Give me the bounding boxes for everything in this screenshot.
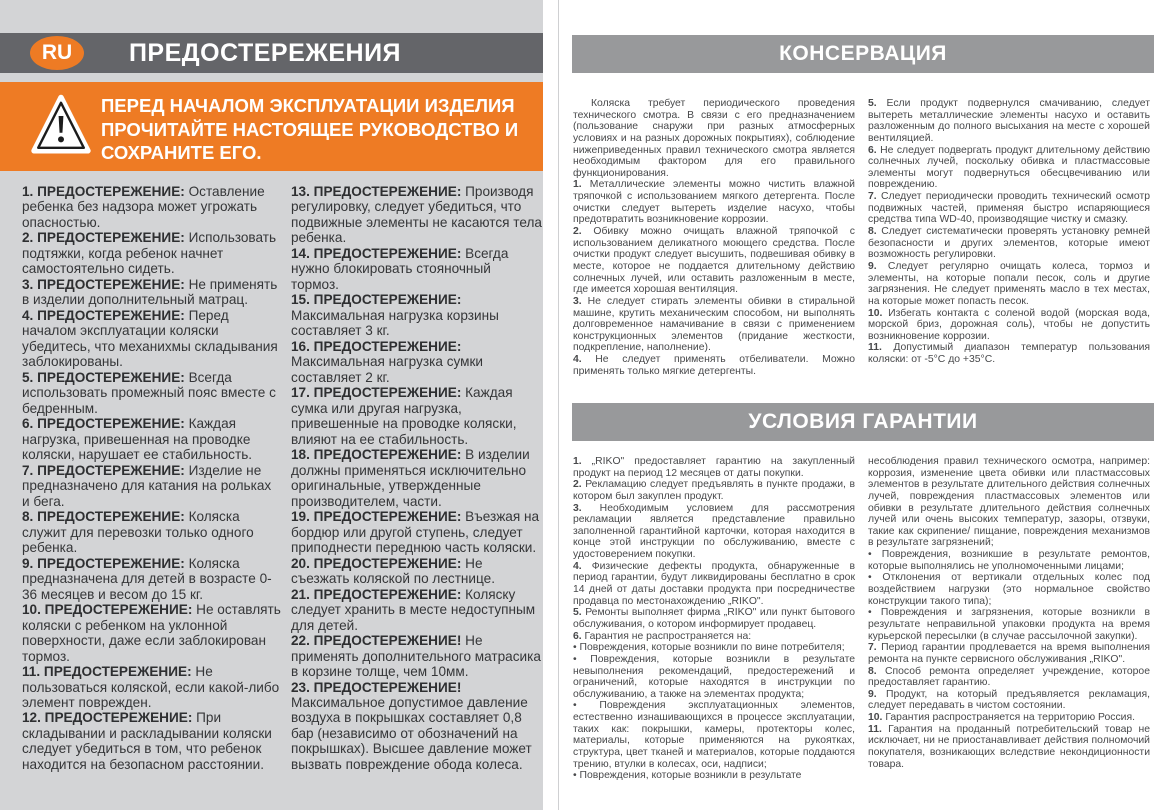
warnings-title: ПРЕДОСТЕРЕЖЕНИЯ [128,39,402,67]
paragraph: 9. ПРЕДОСТЕРЕЖЕНИЕ: Коляска предназначена для детей в возрасте 0-36 месяцев и весом до 15 кг. [22,555,272,602]
paragraph: 8. Способ ремонта определяет учреждение, которое предоставляет гарантию. [868,665,1150,689]
paragraph: 2. Обивку можно очищать влажной тряпочкой с использованием деликатного моющего средства. После очистки продукт следует высушить, подвешивая обивку в месте, которое не поддается длительному действию солнечных лучей, или оставить разложенным в месте, где имеется хорошая вентиляция. [573,226,855,296]
warnings-column-2 [291,184,542,772]
read-manual-banner [0,82,543,171]
paragraph: 6. Не следует подвергать продукт длительному действию солнечных лучей, поскольку обивка и пластмассовые элементы могут подвернуться обесцвечиванию или повреждению. [868,144,1150,191]
vertical-divider [558,0,559,810]
paragraph: 13. ПРЕДОСТЕРЕЖЕНИЕ: Производя регулировку, следует убедиться, что подвижные элементы не касаются тела ребенка. [291,184,542,246]
paragraph: 7. Следует периодически проводить технический осмотр подвижных частей, применяя быстро испаряющиеся средства типа WD-40, производящие чистку и смазку. [868,191,1150,226]
paragraph: 5. ПРЕДОСТЕРЕЖЕНИЕ: Всегда использовать промежный пояс вместе с бедренным. [22,369,276,416]
paragraph: 6. Гарантия не распространяется на: [573,630,752,642]
maintenance-header-bar: КОНСЕРВАЦИЯ [572,35,1154,73]
paragraph: • Повреждения, которые возникли в результате [573,770,802,782]
paragraph: 8. Следует систематически проверять установку ремней безопасности и других элементов, которые имеют возможность регулировки. [868,226,1150,261]
paragraph: 11. Допустимый диапазон температур пользования коляски: от -5°C до +35°C. [868,342,1150,366]
paragraph: 20. ПРЕДОСТЕРЕЖЕНИЕ: Не съезжать коляской по лестнице. [291,555,495,587]
warning-triangle-icon [31,91,91,159]
warranty-header-bar: УСЛОВИЯ ГАРАНТИИ [572,403,1154,441]
paragraph: 2. Рекламацию следует предъявлять в пункте продажи, в котором был закуплен продукт. [573,479,855,502]
paragraph: • Повреждения, которые возникли по вине потребителя; [573,642,845,654]
paragraph: 4. Не следует применять отбеливатели. Можно применять только мягкие детергенты. [573,354,855,377]
paragraph: 9. Продукт, на который предъявляется рекламация, следует передавать в чистом состоянии. [868,688,1150,712]
paragraph: • Повреждения и загрязнения, которые возникли в результате неправильной упаковки продукта на время курьерской пересылки (в случае рассылочной закупки). [868,607,1150,642]
paragraph: • Отклонения от вертикали отдельных колес под воздействием нагрузки (это нормальное свойство конструкции такого типа); [868,572,1150,607]
paragraph: • Повреждения, возникшие в результате ремонтов, которые выполнялись не уполномоченными лицами; [868,549,1150,572]
warnings-column-1 [22,184,281,772]
paragraph: 17. ПРЕДОСТЕРЕЖЕНИЕ: Каждая сумка или другая нагрузка, привешенные на проводке коляски, влияют на ее стабильность. [291,385,517,447]
paragraph: 10. Гарантия распространяется на территорию Россия. [868,712,1135,724]
paragraph: 10. Избегать контакта с соленой водой (морская вода, морской бриз, дорожная соль), чтобы не допустить возникновение коррозии. [868,307,1150,342]
warranty-column-1 [573,456,855,782]
paragraph: 5. Если продукт подвернулся смачиванию, следует вытереть металлические элементы насухо и оставить разложенным до полного высыхания на месте с хорошей вентиляцией. [868,98,1150,144]
paragraph: 6. ПРЕДОСТЕРЕЖЕНИЕ: Каждая нагрузка, привешенная на проводке коляски, нарушает ее стабильность. [22,416,253,463]
warranty-column-2 [868,456,1150,770]
paragraph: 18. ПРЕДОСТЕРЕЖЕНИЕ: В изделии должны применяться исключительно оригинальные, утвержденные производителем, части. [291,447,530,509]
language-badge: RU [30,36,84,70]
paragraph: • Повреждения эксплуатационных элементов, естественно изнашивающихся в процессе эксплуатации, таких как: покрышки, камеры, протекторы колес, материалы, которые применяются на рукоятках, структура, цвет тканей и материалов, которые поддаются трению, втулки в колесах, оси, надписи; [573,700,855,770]
paragraph: 14. ПРЕДОСТЕРЕЖЕНИЕ: Всегда нужно блокировать стояночный тормоз. [291,245,509,292]
paragraph: 3. Не следует стирать элементы обивки в стиральной машине, крутить механическим способом, ни выполнять долговременное намачивание в связи с применением конструкционных элементов (придание жесткости, подкрепление, наполнение). [573,295,855,354]
maintenance-column-1 [573,98,855,377]
paragraph: • Повреждения, которые возникли в результате невыполнения рекомендаций, предостережений и ограничений, которые находятся в инструкции по обслуживанию, а также на элементах продукта; [573,653,855,700]
paragraph: 9. Следует регулярно очищать колеса, тормоз и элементы, на которые попали песок, соль и другие загрязнения. Не следует применять масло в тех местах, на которые может попасть песок. [868,260,1150,307]
paragraph: 23. ПРЕДОСТЕРЕЖЕНИЕ! Максимальное допустимое давление воздуха в покрышках составляет 0,8 бар (независимо от обозначений на покрышках). Высшее давление может вызвать повреждение обода колеса. [291,679,532,772]
paragraph: 11. ПРЕДОСТЕРЕЖЕНИЕ: Не пользоваться коляской, если какой-либо элемент поврежден. [22,664,280,710]
paragraph: 22. ПРЕДОСТЕРЕЖЕНИЕ! Не применять дополнительного матрасика в корзине толще, чем 10мм. [291,633,541,680]
paragraph: 3. ПРЕДОСТЕРЕЖЕНИЕ: Не применять в изделии дополнительный матрац. [22,276,278,308]
paragraph: 7. Период гарантии продлевается на время выполнения ремонта на пункте сервисного обслуживания „RIKO". [868,642,1150,665]
paragraph: Коляска требует периодического проведения технического смотра. В связи с его предназначением (пользование снаружи при разных атмосферных условиях и на разных дорожных покрытиях), соблюдение нижеприведенных правил технического смотра является необходимым фактором для его правильного функционирования. [573,98,855,179]
paragraph: 7. ПРЕДОСТЕРЕЖЕНИЕ: Изделие не предназначено для катания на рольках и бега. [22,462,272,509]
paragraph: 19. ПРЕДОСТЕРЕЖЕНИЕ: Въезжая на бордюр или другой ступень, следует приподнести переднюю часть коляски. [291,509,540,556]
paragraph: 4. ПРЕДОСТЕРЕЖЕНИЕ: Перед началом эксплуатации коляски убедитесь, что механихмы складывания заблокированы. [22,307,278,370]
paragraph: 3. Необходимым условием для рассмотрения рекламации является представление правильно заполненной гарантийной карточки, которая находится в конце этой инструкции по обслуживанию, вместе с удостоверением покупки. [573,502,855,561]
paragraph: 4. Физические дефекты продукта, обнаруженные в период гарантии, будут ликвидированы бесплатно в срок 14 дней от даты доставки продукта при посредничестве продавца по местонахождению „RIKO". [573,560,855,607]
paragraph: 12. ПРЕДОСТЕРЕЖЕНИЕ: При складывании и раскладывании коляски следует убедиться в том, что ребенок находится на безопасном расстоянии. [22,710,272,772]
maintenance-column-2 [868,98,1150,366]
warnings-header-bar [0,33,543,73]
paragraph: 5. Ремонты выполняет фирма „RIKO" или пункт бытового обслуживания, о котором информирует продавец. [573,607,855,630]
paragraph: 2. ПРЕДОСТЕРЕЖЕНИЕ: Использовать подтяжки, когда ребенок начнет самостоятельно сидеть. [22,230,277,277]
paragraph: 1. ПРЕДОСТЕРЕЖЕНИЕ: Оставление ребенка без надзора может угрожать опасностью. [22,184,265,230]
paragraph: 21. ПРЕДОСТЕРЕЖЕНИЕ: Коляску следует хранить в месте недоступным для детей. [291,586,536,633]
paragraph: 11. Гарантия на проданный потребительский товар не исключает, ни не приостанавливает действия полномочий покупателя, возникающих вследствие некондиционности товара. [868,723,1150,770]
paragraph: 1. Металлические элементы можно чистить влажной тряпочкой с использованием мягкого детергента. После очистки следует вытереть изделие насухо, чтобы предотвратить возникновение коррозии. [573,179,855,226]
paragraph: 10. ПРЕДОСТЕРЕЖЕНИЕ: Не оставлять коляски с ребенком на уклонной поверхности, даже если заблокирован тормоз. [22,602,281,664]
paragraph: 15. ПРЕДОСТЕРЕЖЕНИЕ: Максимальная нагрузка корзины составляет 3 кг. [291,292,499,339]
banner-text: ПЕРЕД НАЧАЛОМ ЭКСПЛУАТАЦИИ ИЗДЕЛИЯ ПРОЧИТАЙТЕ НАСТОЯЩЕЕ РУКОВОДСТВО И СОХРАНИТЕ ЕГО. [101,95,519,164]
paragraph: 8. ПРЕДОСТЕРЕЖЕНИЕ: Коляска служит для перевозки только одного ребенка. [22,509,254,556]
paragraph: несоблюдения правил технического осмотра, например: коррозия, изменение цвета обивки или пластмассовых элементов в результате длительного действия солнечных лучей, повреждения пластмассовых элементов или обивки в результате длительного действия солнечных лучей или очень высоких температур, зазоры, отзвуки, такие как скрипение/ пищание, повреждения механизмов в результате загрязнений; [868,456,1150,549]
paragraph: 1. „RIKO" предоставляет гарантию на закупленный продукт на период 12 месяцев от даты покупки. [573,456,855,479]
paragraph: 16. ПРЕДОСТЕРЕЖЕНИЕ: Максимальная нагрузка сумки составляет 2 кг. [291,338,484,385]
